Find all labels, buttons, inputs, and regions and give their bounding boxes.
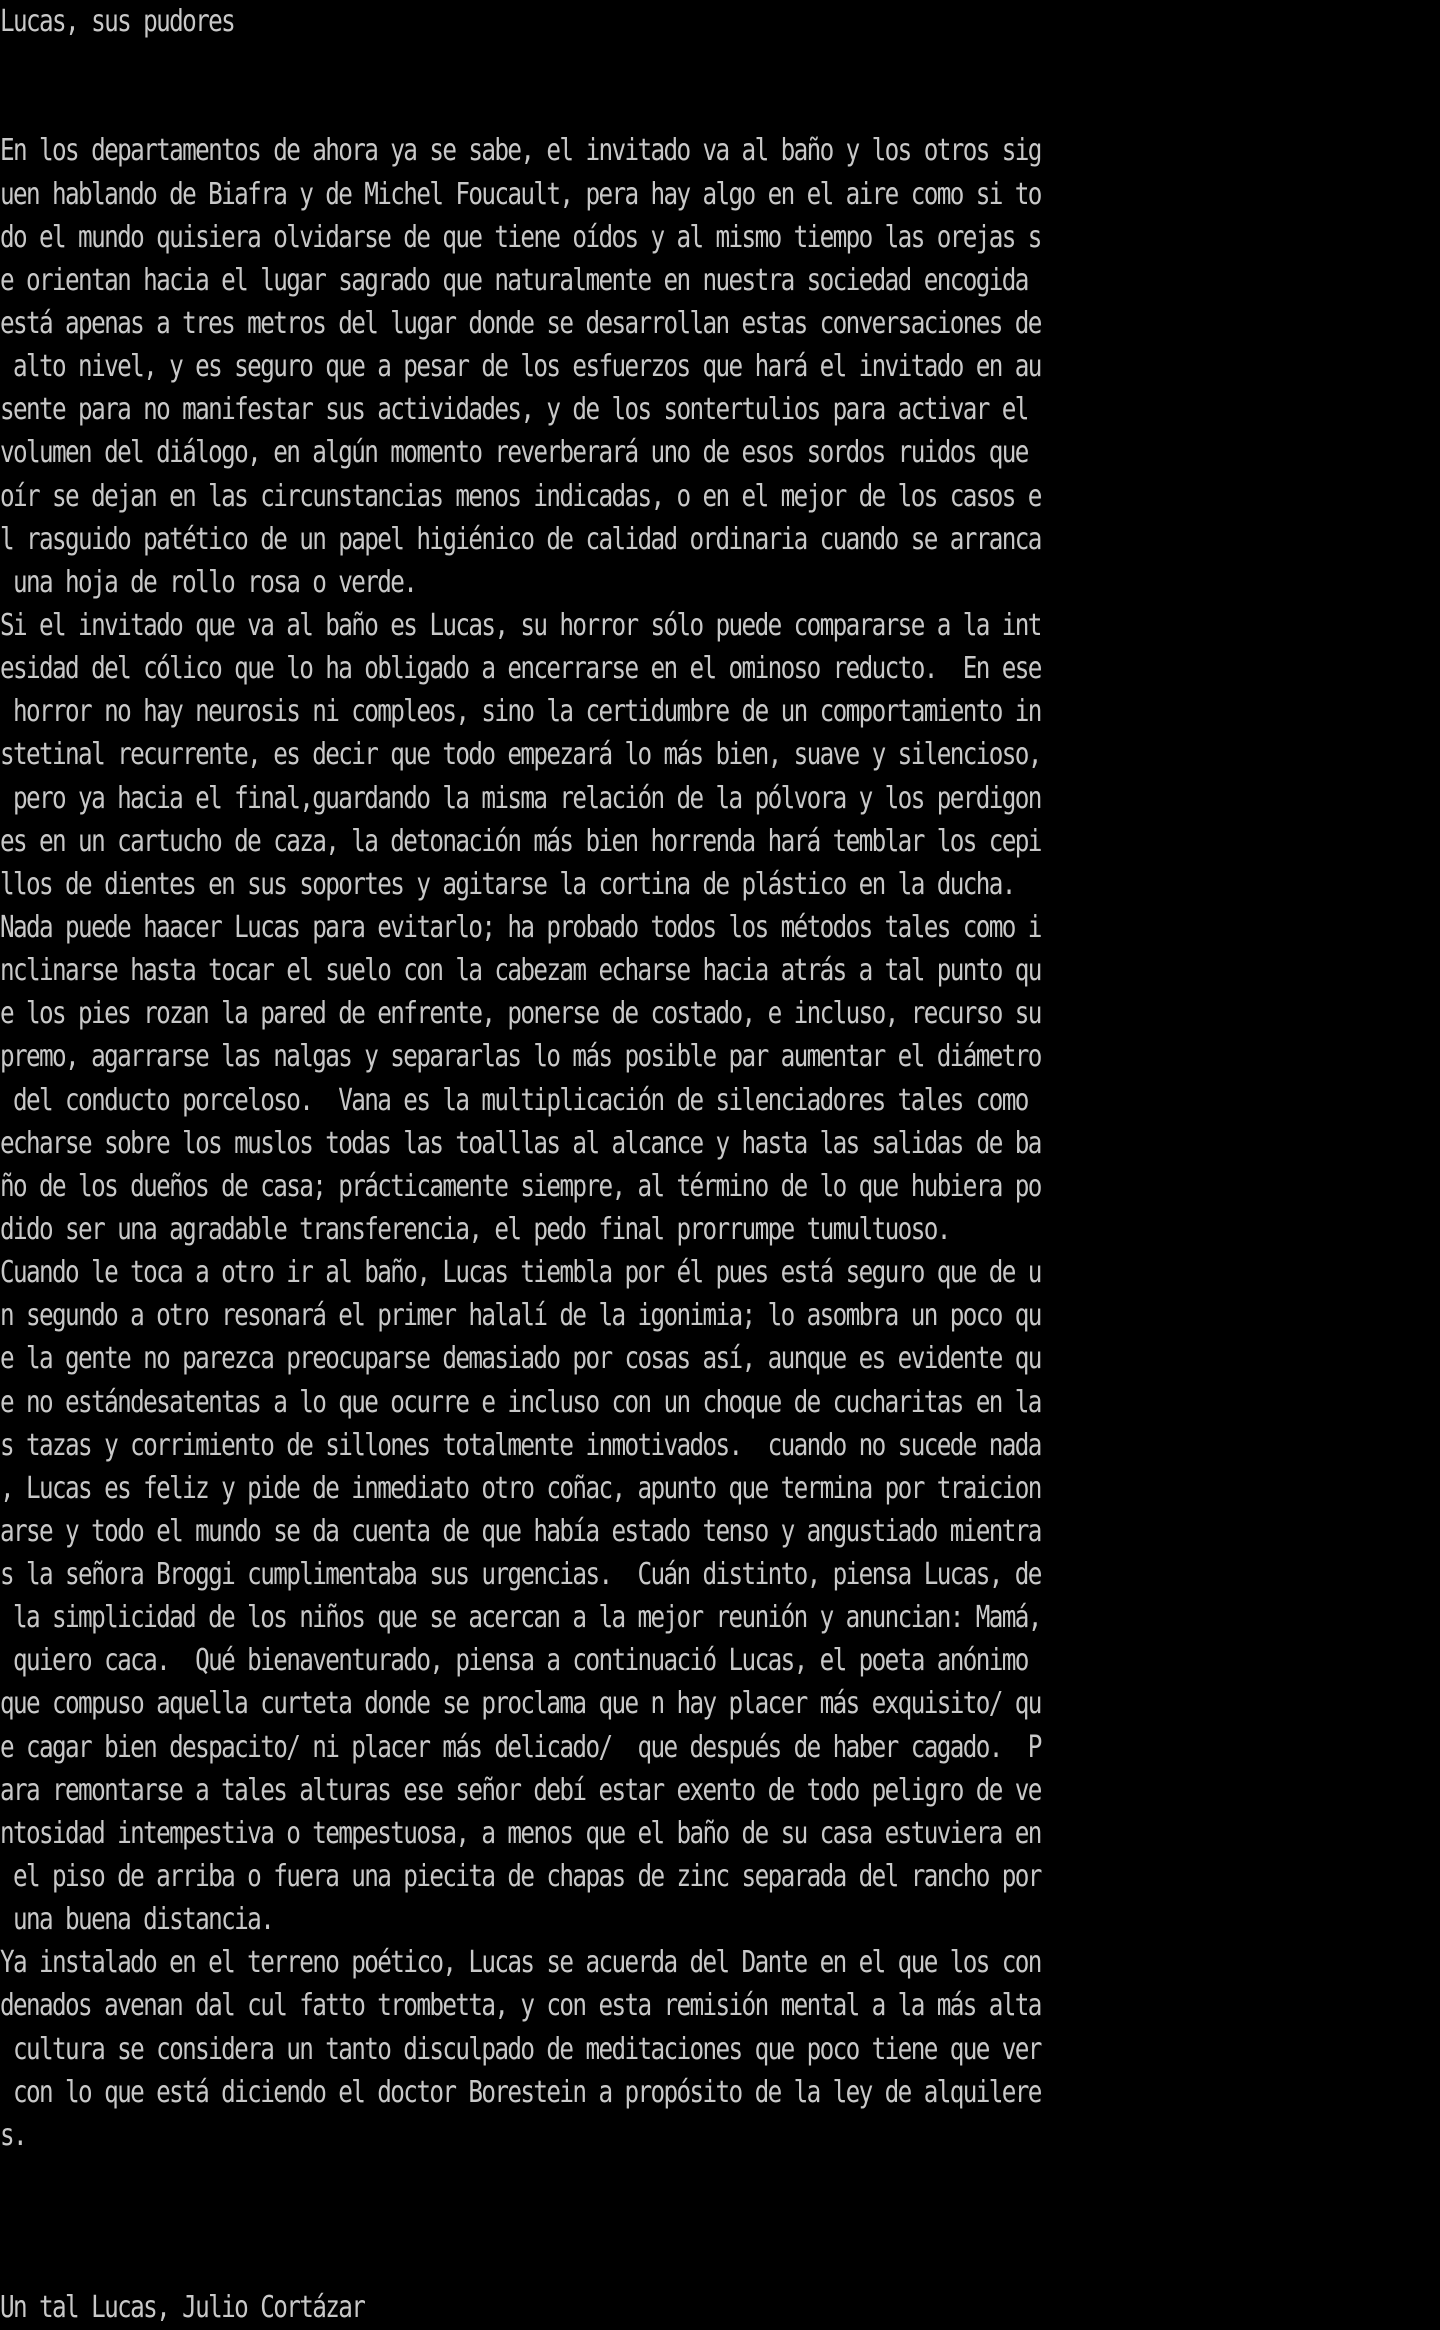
screen-text-line: e cagar bien despacito/ ni placer más delicado/ que después de haber cagado. P [0, 1729, 1041, 1765]
screen-text-line: nclinarse hasta tocar el suelo con la cabezam echarse hacia atrás a tal punto qu [0, 953, 1041, 989]
screen-text-line: s la señora Broggi cumplimentaba sus urgencias. Cuán distinto, piensa Lucas, de [0, 1557, 1041, 1593]
screen-text-line: Un tal Lucas, Julio Cortázar [0, 2290, 365, 2326]
screen-text-line: es en un cartucho de caza, la detonación más bien horrenda hará temblar los cepi [0, 823, 1041, 859]
screen-text-line: ño de los dueños de casa; prácticamente siempre, al término de lo que hubiera po [0, 1168, 1041, 1204]
screen-text-line: está apenas a tres metros del lugar donde se desarrollan estas conversaciones de [0, 305, 1041, 341]
screen-text-line: dido ser una agradable transferencia, el pedo final prorrumpe tumultuoso. [0, 1211, 950, 1247]
screen-text-line: stetinal recurrente, es decir que todo empezará lo más bien, suave y silencioso, [0, 737, 1041, 773]
screen-text-line: l rasguido patético de un papel higiénico de calidad ordinaria cuando se arranca [0, 521, 1041, 557]
screen-text-line: denados avenan dal cul fatto trombetta, y con esta remisión mental a la más alta [0, 1988, 1041, 2024]
screen-text-line: horror no hay neurosis ni compleos, sino la certidumbre de un comportamiento in [0, 694, 1041, 730]
screen-text-line: , Lucas es feliz y pide de inmediato otro coñac, apunto que termina por traicion [0, 1470, 1041, 1506]
screen-text-line: sente para no manifestar sus actividades, y de los sontertulios para activar el [0, 392, 1041, 428]
screen-text-line: Cuando le toca a otro ir al baño, Lucas tiembla por él pues está seguro que de u [0, 1255, 1041, 1291]
screen-text-line: con lo que está diciendo el doctor Borestein a propósito de la ley de alquilere [0, 2074, 1041, 2110]
screen-text-line: el piso de arriba o fuera una piecita de chapas de zinc separada del rancho por [0, 1859, 1041, 1895]
screen-text-line: ara remontarse a tales alturas ese señor debí estar exento de todo peligro de ve [0, 1772, 1041, 1808]
screen-text-line: una buena distancia. [0, 1902, 274, 1938]
screen-text-line [0, 2200, 1440, 2243]
screen-text-line: oír se dejan en las circunstancias menos indicadas, o en el mejor de los casos e [0, 478, 1041, 514]
screen-text-line [0, 43, 1440, 86]
screen-text-line: que compuso aquella curteta donde se proclama que n hay placer más exquisito/ qu [0, 1686, 1041, 1722]
screen-text-line: la simplicidad de los niños que se acercan a la mejor reunión y anuncian: Mamá, [0, 1600, 1041, 1636]
screen-text-line: s. [0, 2117, 27, 2153]
screen-text-line: n segundo a otro resonará el primer halalí de la igonimia; lo asombra un poco qu [0, 1298, 1041, 1334]
screen-text-line: alto nivel, y es seguro que a pesar de los esfuerzos que hará el invitado en au [0, 349, 1041, 385]
screen-text-line: Si el invitado que va al baño es Lucas, su horror sólo puede compararse a la int [0, 607, 1041, 643]
screen-text-line: s tazas y corrimiento de sillones totalmente inmotivados. cuando no sucede nada [0, 1427, 1041, 1463]
screen-text-line: Lucas, sus pudores [0, 4, 235, 39]
screen-text-line [0, 2243, 1440, 2286]
screen-text-line [0, 86, 1440, 129]
screen-text-line: uen hablando de Biafra y de Michel Foucault, pera hay algo en el aire como si to [0, 176, 1041, 212]
screen-text-line: volumen del diálogo, en algún momento reverberará uno de esos sordos ruidos que [0, 435, 1041, 471]
screen-text-line: e no estándesatentas a lo que ocurre e incluso con un choque de cucharitas en la [0, 1384, 1041, 1420]
screen-text-line: En los departamentos de ahora ya se sabe, el invitado va al baño y los otros sig [0, 133, 1041, 169]
screen-text-line: Nada puede haacer Lucas para evitarlo; ha probado todos los métodos tales como i [0, 909, 1041, 945]
screen-text-line: cultura se considera un tanto disculpado de meditaciones que poco tiene que ver [0, 2031, 1041, 2067]
screen-text-line: premo, agarrarse las nalgas y separarlas lo más posible par aumentar el diámetro [0, 1039, 1041, 1075]
screen-text-line: Ya instalado en el terreno poético, Lucas se acuerda del Dante en el que los con [0, 1945, 1041, 1981]
screen-text-line: do el mundo quisiera olvidarse de que tiene oídos y al mismo tiempo las orejas s [0, 219, 1041, 255]
screen-text-line: arse y todo el mundo se da cuenta de que había estado tenso y angustiado mientra [0, 1513, 1041, 1549]
screen-text-line: pero ya hacia el final,guardando la misma relación de la pólvora y los perdigon [0, 780, 1041, 816]
screen-text-line: e orientan hacia el lugar sagrado que naturalmente en nuestra sociedad encogida [0, 262, 1041, 298]
screen-text-line: ntosidad intempestiva o tempestuosa, a menos que el baño de su casa estuviera en [0, 1815, 1041, 1851]
screen-text-line: una hoja de rollo rosa o verde. [0, 564, 417, 600]
screen-text-line: e los pies rozan la pared de enfrente, ponerse de costado, e incluso, recurso su [0, 996, 1041, 1032]
screen-text-line: esidad del cólico que lo ha obligado a encerrarse en el ominoso reducto. En ese [0, 651, 1041, 687]
screen-text-line: llos de dientes en sus soportes y agitarse la cortina de plástico en la ducha. [0, 866, 1015, 902]
screen-text-line: quiero caca. Qué bienaventurado, piensa a continuació Lucas, el poeta anónimo [0, 1643, 1041, 1679]
screen-text-line [0, 2157, 1440, 2200]
screen-text-line: e la gente no parezca preocuparse demasiado por cosas así, aunque es evidente qu [0, 1341, 1041, 1377]
screen-text-line: echarse sobre los muslos todas las toalllas al alcance y hasta las salidas de ba [0, 1125, 1041, 1161]
screen-text-line: del conducto porceloso. Vana es la multiplicación de silenciadores tales como [0, 1082, 1041, 1118]
